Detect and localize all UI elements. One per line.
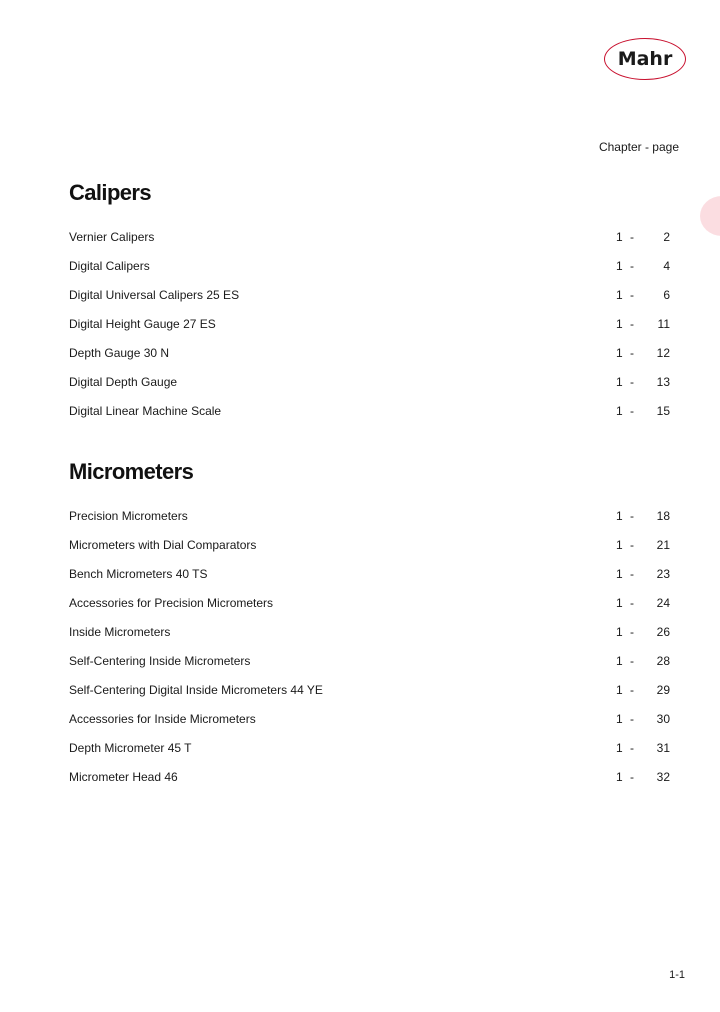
toc-entry-separator: - bbox=[630, 404, 634, 418]
toc-entry-separator: - bbox=[630, 712, 634, 726]
toc-entry-title: Accessories for Precision Micrometers bbox=[69, 596, 274, 610]
toc-entry-title: Digital Height Gauge 27 ES bbox=[69, 317, 216, 331]
toc-entry-chapter: 1 bbox=[616, 230, 623, 244]
toc-entry[interactable] bbox=[69, 509, 670, 538]
toc-entry-title: Accessories for Inside Micrometers bbox=[69, 712, 256, 726]
toc-entry-page: 4 bbox=[663, 259, 670, 273]
section-title-calipers: Calipers bbox=[69, 180, 152, 205]
toc-entry-title: Digital Linear Machine Scale bbox=[69, 404, 222, 418]
toc-entry[interactable] bbox=[69, 404, 670, 433]
toc-entry-page: 30 bbox=[656, 712, 670, 726]
toc-entry[interactable] bbox=[69, 712, 670, 741]
toc-entry-title: Bench Micrometers 40 TS bbox=[69, 567, 208, 581]
toc-entry-separator: - bbox=[630, 770, 634, 784]
toc-entry-separator: - bbox=[630, 509, 634, 523]
toc-entry-chapter: 1 bbox=[616, 259, 623, 273]
toc-entry-title: Micrometer Head 46 bbox=[69, 770, 178, 784]
toc-entry[interactable] bbox=[69, 375, 670, 404]
toc-entry-separator: - bbox=[630, 741, 634, 755]
toc-entry-title: Digital Depth Gauge bbox=[69, 375, 178, 389]
toc-entry-title: Self-Centering Digital Inside Micrometers 44 YE bbox=[69, 683, 323, 697]
toc-entry-title: Precision Micrometers bbox=[69, 509, 188, 523]
logo-text: Mahr bbox=[617, 48, 673, 70]
toc-entry-chapter: 1 bbox=[616, 654, 623, 668]
toc-entry-chapter: 1 bbox=[616, 375, 623, 389]
toc-entry-separator: - bbox=[630, 683, 634, 697]
toc-entry[interactable] bbox=[69, 538, 670, 567]
toc-entry[interactable] bbox=[69, 654, 670, 683]
page-number: 1-1 bbox=[669, 969, 685, 981]
toc-entry[interactable] bbox=[69, 625, 670, 654]
toc-entry[interactable] bbox=[69, 259, 670, 288]
toc-entry-separator: - bbox=[630, 625, 634, 639]
mahr-logo bbox=[604, 38, 686, 80]
toc-entry-page: 21 bbox=[656, 538, 670, 552]
toc-entry-title: Depth Micrometer 45 T bbox=[69, 741, 192, 755]
toc-entry-chapter: 1 bbox=[616, 346, 623, 360]
toc-entry-chapter: 1 bbox=[616, 683, 623, 697]
toc-entry-separator: - bbox=[630, 317, 634, 331]
section-title-micrometers: Micrometers bbox=[69, 459, 194, 484]
toc-entry[interactable] bbox=[69, 741, 670, 770]
toc-entry-separator: - bbox=[630, 288, 634, 302]
toc-entry-page: 29 bbox=[656, 683, 670, 697]
toc-entry-separator: - bbox=[630, 596, 634, 610]
toc-entry[interactable] bbox=[69, 596, 670, 625]
toc-entry-page: 13 bbox=[656, 375, 670, 389]
toc-entry-page: 12 bbox=[656, 346, 670, 360]
toc-entry-page: 2 bbox=[663, 230, 670, 244]
toc-entry-page: 11 bbox=[657, 317, 670, 331]
toc-entry-chapter: 1 bbox=[616, 567, 623, 581]
toc-entry-separator: - bbox=[630, 346, 634, 360]
toc-entry-separator: - bbox=[630, 230, 634, 244]
toc-entry-title: Self-Centering Inside Micrometers bbox=[69, 654, 251, 668]
toc-entry-page: 6 bbox=[663, 288, 670, 302]
toc-entry-page: 23 bbox=[656, 567, 670, 581]
toc-entry-title: Depth Gauge 30 N bbox=[69, 346, 170, 360]
toc-entry-page: 28 bbox=[656, 654, 670, 668]
chapter-page-header: Chapter - page bbox=[598, 140, 679, 154]
toc-entry-chapter: 1 bbox=[616, 538, 623, 552]
toc-entry-title: Digital Universal Calipers 25 ES bbox=[69, 288, 240, 302]
toc-entry[interactable] bbox=[69, 567, 670, 596]
toc-entry-title: Inside Micrometers bbox=[69, 625, 171, 639]
toc-entry-separator: - bbox=[630, 538, 634, 552]
toc-entry[interactable] bbox=[69, 288, 670, 317]
toc-entry-page: 26 bbox=[656, 625, 670, 639]
chapter-tab-marker bbox=[700, 196, 720, 236]
toc-entry-chapter: 1 bbox=[616, 625, 623, 639]
toc-entry-page: 15 bbox=[656, 404, 670, 418]
toc-entry-chapter: 1 bbox=[616, 712, 623, 726]
toc-entry-chapter: 1 bbox=[616, 741, 623, 755]
toc-entry-separator: - bbox=[630, 654, 634, 668]
toc-entry[interactable] bbox=[69, 770, 670, 799]
toc-entry-chapter: 1 bbox=[616, 404, 623, 418]
toc-list-calipers bbox=[69, 230, 670, 433]
toc-entry-title: Micrometers with Dial Comparators bbox=[69, 538, 257, 552]
toc-entry-separator: - bbox=[630, 259, 634, 273]
toc-entry-chapter: 1 bbox=[616, 288, 623, 302]
toc-entry-title: Digital Calipers bbox=[69, 259, 150, 273]
toc-entry[interactable] bbox=[69, 346, 670, 375]
toc-entry-page: 18 bbox=[656, 509, 670, 523]
toc-entry-separator: - bbox=[630, 375, 634, 389]
toc-entry-chapter: 1 bbox=[616, 770, 623, 784]
toc-entry-chapter: 1 bbox=[616, 317, 623, 331]
toc-entry[interactable] bbox=[69, 683, 670, 712]
toc-entry-page: 24 bbox=[656, 596, 670, 610]
toc-entry-page: 31 bbox=[656, 741, 670, 755]
toc-entry-page: 32 bbox=[656, 770, 670, 784]
toc-entry-chapter: 1 bbox=[616, 596, 623, 610]
toc-entry-chapter: 1 bbox=[616, 509, 623, 523]
toc-entry-separator: - bbox=[630, 567, 634, 581]
toc-entry-title: Vernier Calipers bbox=[69, 230, 155, 244]
toc-entry[interactable] bbox=[69, 317, 670, 346]
toc-list-micrometers bbox=[69, 509, 670, 799]
toc-entry[interactable] bbox=[69, 230, 670, 259]
